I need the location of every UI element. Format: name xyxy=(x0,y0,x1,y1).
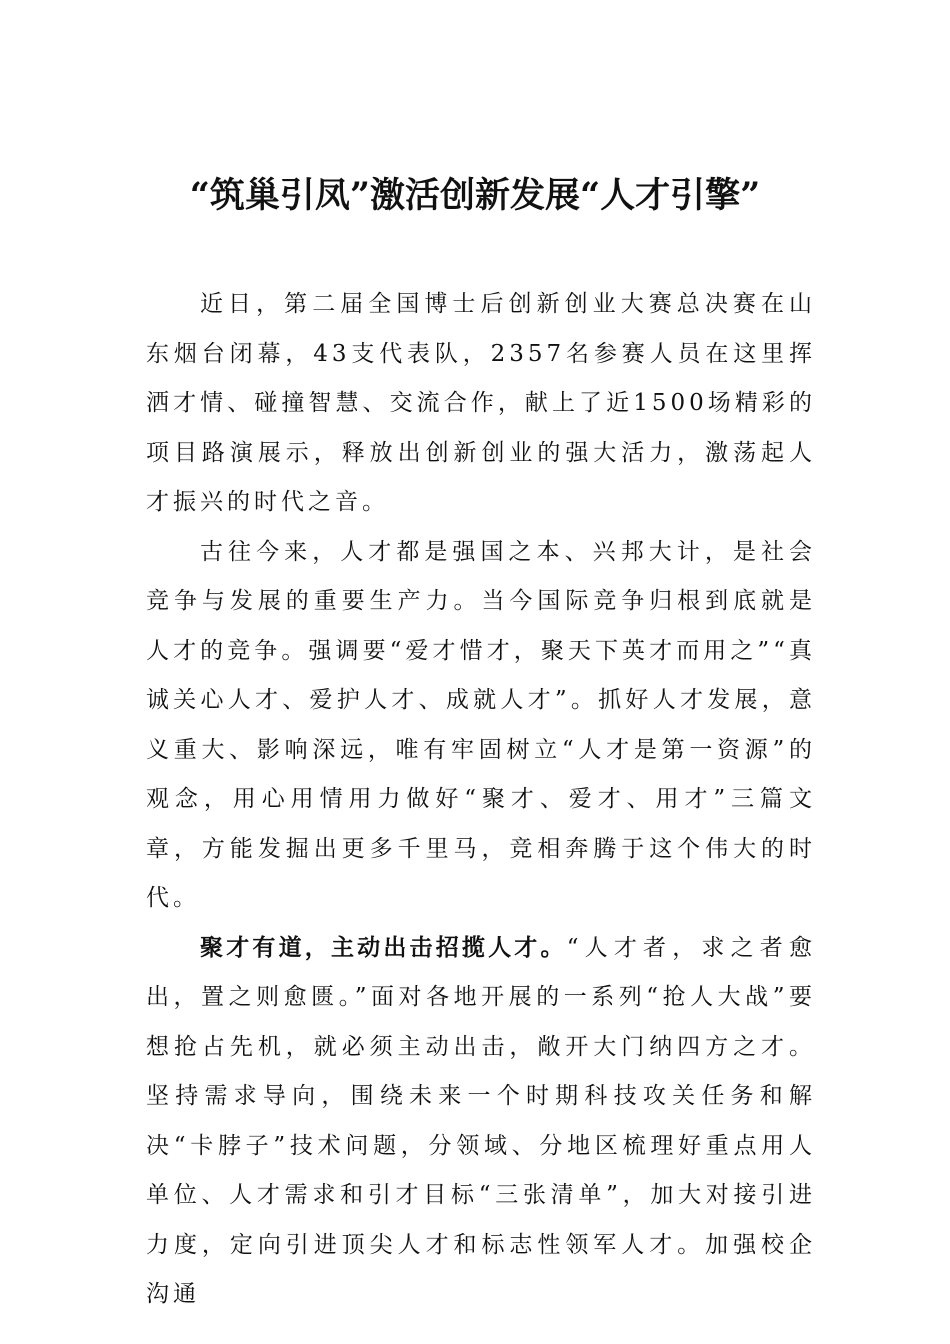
paragraph-1-text: 近日，第二届全国博士后创新创业大赛总决赛在山东烟台闭幕，43支代表队，2357名参赛人员在这里挥洒才情、碰撞智慧、交流合作，献上了近1500场精彩的项目路演展示，释放出创新创业的强大活力，激荡起人才振兴的时代之音。 xyxy=(146,291,816,515)
document-body xyxy=(146,280,816,1320)
paragraph-3 xyxy=(146,924,816,1320)
document-title: “筑巢引凤”激活创新发展“人才引擎” xyxy=(189,175,761,216)
paragraph-3-lead: 聚才有道，主动出击招揽人才。 xyxy=(200,934,567,961)
paragraph-2 xyxy=(146,528,816,924)
paragraph-3-text: “人才者，求之者愈出，置之则愈匮。”面对各地开展的一系列“抢人大战”要想抢占先机，就必须主动出击，敞开大门纳四方之才。坚持需求导向，围绕未来一个时期科技攻关任务和解决“卡脖子”技术问题，分领域、分地区梳理好重点用人单位、人才需求和引才目标“三张清单”，加大对接引进力度，定向引进顶尖人才和标志性领军人才。加强校企沟通 xyxy=(146,934,817,1307)
paragraph-2-text: 古往今来，人才都是强国之本、兴邦大计，是社会竞争与发展的重要生产力。当今国际竞争归根到底就是人才的竞争。强调要“爱才惜才，聚天下英才而用之”“真诚关心人才、爱护人才、成就人才”。抓好人才发展，意义重大、影响深远，唯有牢固树立“人才是第一资源”的观念，用心用情用力做好“聚才、爱才、用才”三篇文章，方能发掘出更多千里马，竞相奔腾于这个伟大的时代。 xyxy=(146,538,816,911)
paragraph-1 xyxy=(146,280,816,528)
